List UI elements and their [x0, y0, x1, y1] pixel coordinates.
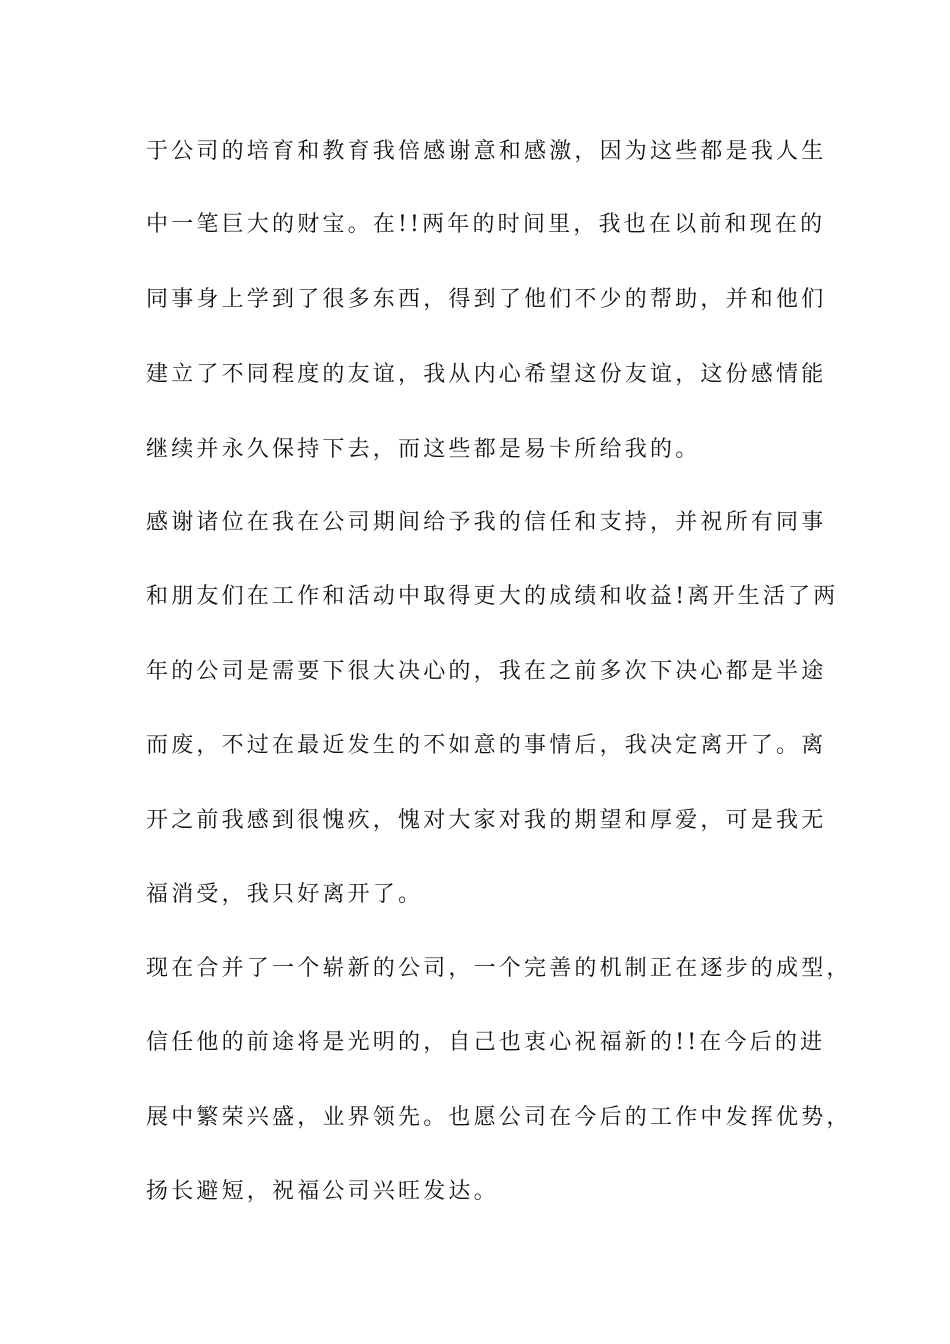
- text-line-5: 继续并永久保持下去，而这些都是易卡所给我的。: [146, 437, 701, 462]
- text-line-3: 同事身上学到了很多东西，得到了他们不少的帮助，并和他们: [146, 287, 827, 312]
- text-line-12: 现在合并了一个崭新的公司，一个完善的机制正在逐步的成型，: [146, 956, 852, 981]
- text-line-4: 建立了不同程度的友谊，我从内心希望这份友谊，这份感情能: [146, 362, 827, 387]
- text-line-14: 展中繁荣兴盛，业界领先。也愿公司在今后的工作中发挥优势，: [146, 1105, 852, 1130]
- text-line-2: 中一笔巨大的财宝。在!!两年的时间里，我也在以前和现在的: [146, 212, 826, 237]
- text-line-6: 感谢诸位在我在公司期间给予我的信任和支持，并祝所有同事: [146, 510, 827, 535]
- text-line-7: 和朋友们在工作和活动中取得更大的成绩和收益!离开生活了两: [146, 584, 839, 609]
- text-line-11: 福消受，我只好离开了。: [146, 882, 424, 907]
- text-line-1: 于公司的培育和教育我倍感谢意和感激，因为这些都是我人生: [146, 139, 827, 164]
- text-line-10: 开之前我感到很愧疚，愧对大家对我的期望和厚爱，可是我无: [146, 808, 827, 833]
- text-line-13: 信任他的前途将是光明的，自己也衷心祝福新的!!在今后的进: [146, 1030, 826, 1055]
- text-line-15: 扬长避短，祝福公司兴旺发达。: [146, 1179, 499, 1204]
- text-line-9: 而废，不过在最近发生的不如意的事情后，我决定离开了。离: [146, 733, 827, 758]
- text-line-8: 年的公司是需要下很大决心的，我在之前多次下决心都是半途: [146, 659, 827, 684]
